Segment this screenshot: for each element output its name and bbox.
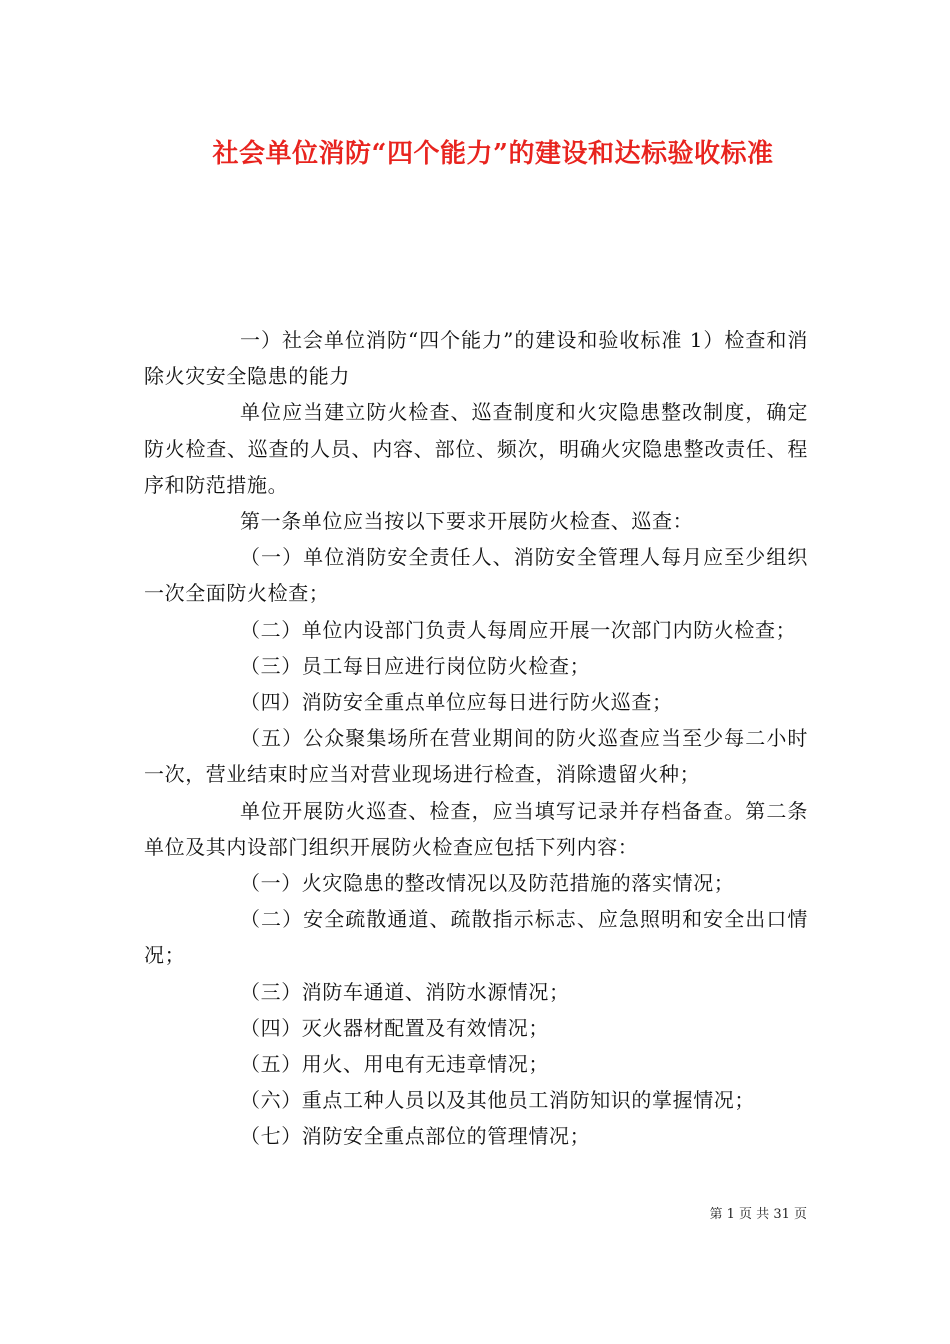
paragraph: （三）消防车通道、消防水源情况；	[240, 979, 570, 1004]
paragraph: （二）安全疏散通道、疏散指示标志、应急照明和安全出口情况；	[144, 907, 808, 968]
paragraph: 第一条单位应当按以下要求开展防火检查、巡查：	[240, 509, 694, 534]
page-number-footer: 第 1 页 共 31 页	[709, 1207, 807, 1222]
paragraph: （二）单位内设部门负责人每周应开展一次部门内防火检查；	[240, 617, 797, 642]
paragraph: （五）公众聚集场所在营业期间的防火巡查应当至少每二小时一次，营业结束时应当对营业现场进行检查，消除遗留火种；	[144, 726, 808, 787]
paragraph: 单位应当建立防火检查、巡查制度和火灾隐患整改制度，确定防火检查、巡查的人员、内容、部位、频次，明确火灾隐患整改责任、程序和防范措施。	[144, 400, 808, 497]
paragraph: 单位开展防火巡查、检查，应当填写记录并存档备查。第二条单位及其内设部门组织开展防火检查应包括下列内容：	[144, 798, 808, 859]
paragraph: （四）消防安全重点单位应每日进行防火巡查；	[240, 690, 673, 715]
paragraph: （四）灭火器材配置及有效情况；	[240, 1015, 549, 1040]
paragraph: （六）重点工种人员以及其他员工消防知识的掌握情况；	[240, 1088, 755, 1113]
paragraph: （七）消防安全重点部位的管理情况；	[240, 1124, 591, 1149]
paragraph: 一）社会单位消防“四个能力”的建设和验收标准 1）检查和消除火灾安全隐患的能力	[144, 328, 808, 389]
paragraph: （五）用火、用电有无违章情况；	[240, 1052, 549, 1077]
paragraph: （一）单位消防安全责任人、消防安全管理人每月应至少组织一次全面防火检查；	[144, 545, 808, 606]
document-title: 社会单位消防“四个能力”的建设和达标验收标准	[212, 139, 774, 169]
paragraph: （一）火灾隐患的整改情况以及防范措施的落实情况；	[240, 871, 735, 896]
document-body	[144, 322, 808, 1155]
paragraph: （三）员工每日应进行岗位防火检查；	[240, 653, 591, 678]
